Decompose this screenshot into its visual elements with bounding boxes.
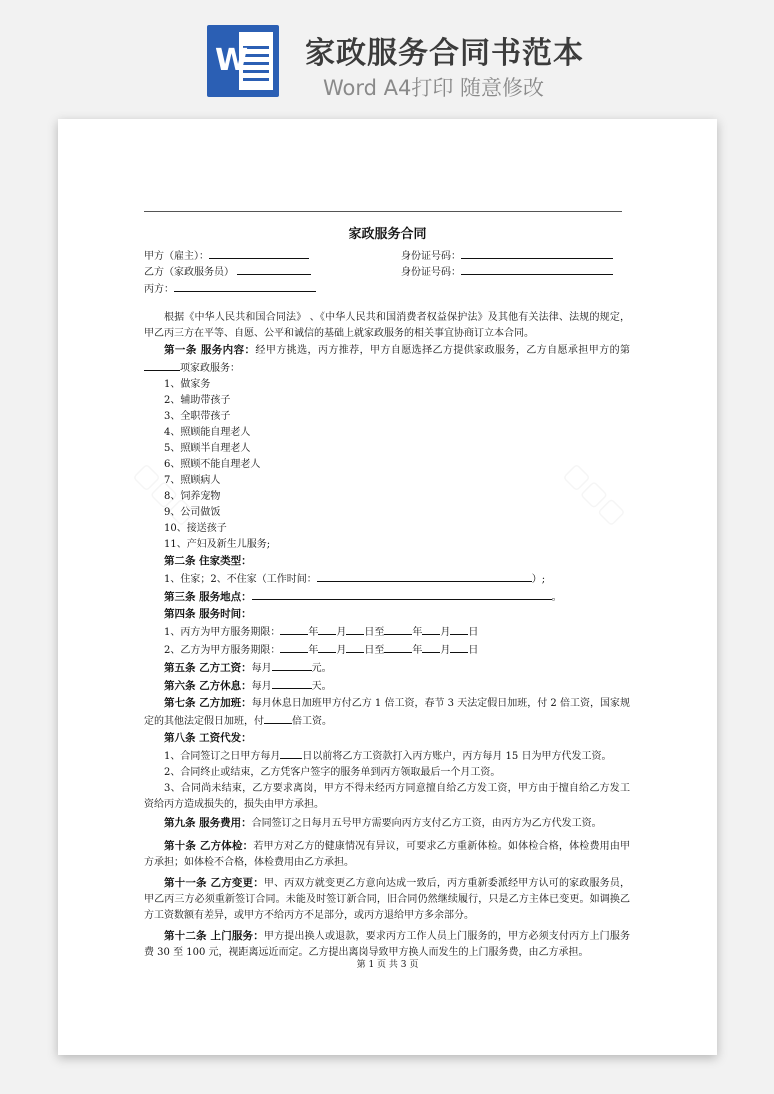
id-b-blank [461, 263, 613, 275]
date-blank [318, 623, 336, 635]
day-label: 日 [468, 627, 479, 639]
article-3-end: 。 [551, 592, 562, 604]
year-label: 年 [412, 627, 423, 639]
service-list [144, 377, 630, 553]
article-1-text: 经甲方挑选，丙方推荐，甲方自愿选择乙方提供家政服务，乙方自愿承担甲方的第 [255, 345, 631, 357]
article-4-heading [144, 606, 630, 623]
document-title: 家政服务合同 [348, 227, 427, 242]
list-item: 8、饲养宠物 [164, 491, 221, 503]
article-2-heading [144, 553, 630, 570]
article-1 [144, 342, 630, 377]
document-page [58, 119, 717, 1055]
article-5 [144, 659, 630, 677]
day-label: 日至 [364, 645, 385, 657]
article-2-title: 第二条 住家类型： [164, 555, 252, 568]
article-11 [144, 875, 630, 924]
year-label: 年 [308, 645, 319, 657]
header-rule [144, 211, 622, 212]
article-9-text: 合同签订之日每月五号甲方需要向丙方支付乙方工资，由丙方为乙方代发工资。 [251, 818, 602, 830]
article-8-l1-text: 1、合同签订之日甲方每月 [164, 751, 281, 763]
list-item: 2、辅助带孩子 [164, 395, 231, 407]
list-item: 3、全职带孩子 [164, 411, 231, 423]
date-blank [280, 623, 308, 635]
id-b-label: 身份证号码： [401, 267, 461, 279]
article-12-text: 甲方提出换人或退款，要求丙方工作人员上门服务的，甲方必须支付丙方上门服务费 30 至 100 元，视距离远近而定。乙方提出离岗导致甲方换人而发生的上门服务费，由乙方承担。 [144, 931, 631, 959]
article-10-text: 若甲方对乙方的健康情况有异议，可要求乙方重新体检。如体检合格，体检费用由甲方承担；如体检不合格，体检费用由乙方承担。 [144, 841, 631, 869]
article-4-title: 第四条 服务时间： [164, 608, 252, 621]
id-a-blank [461, 247, 613, 259]
word-icon-letter: W [215, 43, 249, 78]
month-label: 月 [336, 627, 347, 639]
article-2-text-end: ）; [531, 574, 546, 586]
article-8-line-3: 3、合同尚未结束，乙方要求离岗，甲方不得未经丙方同意擅自给乙方发工资，甲方由于擅自给乙方发工资给丙方造成损失的，损失由甲方承担。 [144, 783, 630, 811]
salary-blank [272, 659, 312, 671]
article-10-heading: 第十条 乙方体检： [164, 840, 254, 853]
article-8-heading [144, 730, 630, 747]
month-label: 月 [336, 645, 347, 657]
article-5-unit: 元。 [311, 663, 332, 675]
date-blank [346, 623, 364, 635]
intro-paragraph: 根据《中华人民共和国合同法》 、《中华人民共和国消费者权益保护法》及其他有关法律、法规的规定，甲乙丙三方在平等、自愿、公平和诚信的基础上就家政服务的相关事宜协商订立本合同。 [144, 312, 630, 340]
article-7-text: 每月休息日加班甲方付乙方 1 倍工资，春节 3 天法定假日加班，付 2 倍工资，国家规定的其他法定假日加班，付 [144, 698, 630, 728]
article-3-heading: 第三条 服务地点： [164, 591, 252, 604]
list-item: 1、做家务 [164, 379, 211, 391]
party-c-label: 丙方： [144, 283, 174, 295]
list-item: 9、公司做饭 [164, 507, 221, 519]
article-1-blank [144, 359, 180, 371]
article-4-l2-label: 2、乙方为甲方服务期限： [164, 645, 281, 657]
article-10 [144, 838, 630, 871]
article-8-l1-text-end: 日以前将乙方工资款打入丙方账户，丙方每月 15 日为甲方代发工资。 [302, 751, 612, 763]
article-8-title: 第八条 工资代发： [164, 732, 252, 745]
article-6-heading: 第六条 乙方休息： [164, 680, 252, 693]
article-9 [144, 815, 630, 832]
article-6 [144, 677, 630, 695]
party-b-blank [237, 263, 311, 275]
article-7-heading: 第七条 乙方加班： [164, 697, 252, 710]
list-item: 6、照顾不能自理老人 [164, 459, 261, 471]
banner-subtitle: Word A4打印 随意修改 [323, 76, 545, 100]
list-item: 10、接送孩子 [164, 523, 227, 535]
date-blank [346, 641, 364, 653]
date-blank [384, 641, 412, 653]
banner-title: 家政服务合同书范本 [305, 36, 584, 71]
month-label: 月 [440, 627, 451, 639]
date-blank [318, 641, 336, 653]
article-12-heading: 第十二条 上门服务： [164, 930, 264, 943]
party-a-label: 甲方（雇主）： [144, 251, 209, 262]
service-location-blank [252, 588, 552, 600]
list-item: 7、照顾病人 [164, 475, 221, 487]
party-b-label: 乙方（家政服务员） [144, 267, 234, 279]
article-9-heading: 第九条 服务费用： [164, 817, 252, 830]
date-blank [422, 623, 440, 635]
pay-day-blank [280, 747, 302, 759]
party-row [144, 247, 630, 263]
article-4-line-1 [144, 623, 630, 641]
article-7-text-end: 倍工资。 [292, 716, 332, 728]
date-blank [450, 623, 468, 635]
article-2-text: 1、住家；2、不住家（工作时间： [164, 574, 317, 586]
list-item: 5、照顾半自理老人 [164, 443, 251, 455]
article-11-text: 甲、丙双方就变更乙方意向达成一致后，丙方重新委派经甲方认可的家政服务员，甲乙丙三方必须重新签订合同。未能及时签订新合同，旧合同仍然继续履行，只是乙方主体已变更。如调换乙方工资数额有差异，或甲方不给丙方不足部分，或丙方退给甲方多余部分。 [144, 878, 631, 922]
article-4-l1-label: 1、丙方为甲方服务期限： [164, 627, 281, 639]
month-label: 月 [440, 645, 451, 657]
document-body [144, 247, 630, 961]
article-5-text: 每月 [251, 663, 272, 675]
word-document-icon [207, 25, 279, 97]
article-2-line [144, 570, 630, 588]
date-blank [384, 623, 412, 635]
article-4-line-2 [144, 641, 630, 659]
party-row [144, 263, 630, 279]
article-7 [144, 695, 630, 730]
article-8-line-2: 2、合同终止或结束，乙方凭客户签字的服务单到丙方领取最后一个月工资。 [164, 767, 501, 779]
header-banner [0, 0, 774, 110]
article-1-text-end: 项家政服务： [180, 363, 240, 375]
article-3 [144, 588, 630, 606]
id-a-label: 身份证号码： [401, 251, 461, 262]
list-item: 11、产妇及新生儿服务; [164, 539, 271, 551]
article-6-unit: 天。 [311, 681, 332, 693]
list-item: 4、照顾能自理老人 [164, 427, 251, 439]
day-label: 日至 [364, 627, 385, 639]
year-label: 年 [308, 627, 319, 639]
overtime-blank [264, 712, 292, 724]
party-c-blank [174, 280, 316, 292]
party-row [144, 280, 630, 296]
article-1-heading: 第一条 服务内容： [164, 344, 256, 357]
date-blank [280, 641, 308, 653]
party-a-blank [209, 247, 309, 259]
article-11-heading: 第十一条 乙方变更： [164, 877, 264, 890]
date-blank [450, 641, 468, 653]
date-blank [422, 641, 440, 653]
article-8-line-1 [144, 747, 630, 765]
article-6-text: 每月 [251, 681, 272, 693]
year-label: 年 [412, 645, 423, 657]
article-5-heading: 第五条 乙方工资： [164, 662, 252, 675]
work-time-blank [317, 570, 532, 582]
day-label: 日 [468, 645, 479, 657]
rest-days-blank [272, 677, 312, 689]
page-footer: 第 1 页 共 3 页 [356, 960, 419, 970]
